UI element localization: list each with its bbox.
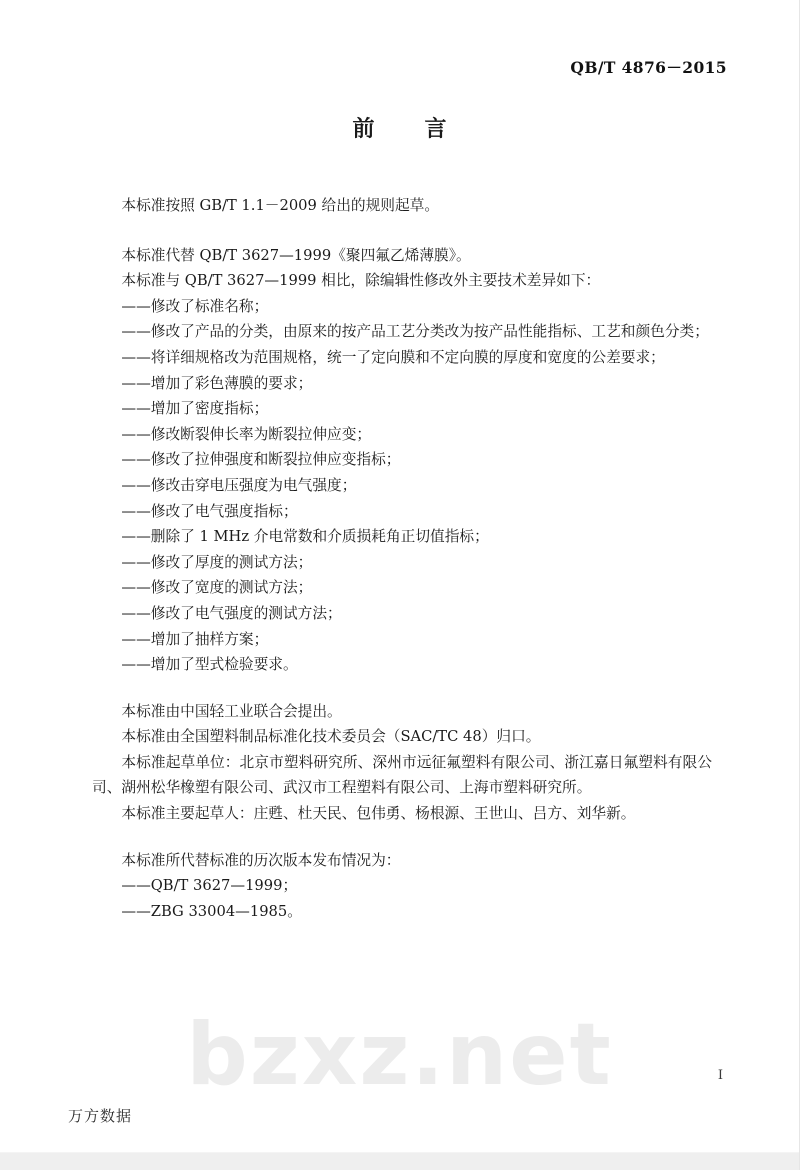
list-item: ——ZBG 33004—1985。 bbox=[121, 902, 302, 920]
list-item: ——增加了密度指标； bbox=[121, 400, 269, 418]
footer-brand: 万方数据 bbox=[68, 1107, 133, 1125]
paragraph-drafting-units: 本标准起草单位：北京市塑料研究所、深州市远征氟塑料有限公司、浙江嘉日氟塑料有限公司、湖州松华橡塑有限公司、武汉市工程塑料有限公司、上海市塑料研究所。 bbox=[92, 753, 712, 797]
running-header-standard-code: QB/T 4876－2015 bbox=[570, 58, 727, 77]
history-block bbox=[92, 848, 712, 925]
attribution-block bbox=[92, 699, 712, 827]
list-item: ——修改了标准名称； bbox=[121, 297, 269, 315]
spacer bbox=[92, 219, 712, 243]
spacer bbox=[92, 678, 712, 699]
list-item: ——QB/T 3627—1999； bbox=[121, 877, 298, 895]
list-item: ——修改了拉伸强度和断裂拉伸应变指标； bbox=[121, 451, 401, 469]
list-item: ——增加了抽样方案； bbox=[121, 630, 269, 648]
spacer bbox=[92, 827, 712, 848]
list-item: ——修改击穿电压强度为电气强度； bbox=[121, 476, 357, 494]
list-item: ——将详细规格改为范围规格，统一了定向膜和不定向膜的厚度和宽度的公差要求； bbox=[121, 348, 665, 366]
paragraph-proposed-by: 本标准由中国轻工业联合会提出。 bbox=[121, 702, 342, 720]
bottom-strip bbox=[0, 1152, 799, 1170]
list-item: ——修改了产品的分类，由原来的按产品工艺分类改为按产品性能指标、工艺和颜色分类； bbox=[121, 323, 709, 341]
paragraph-comparison-lead: 本标准与 QB/T 3627—1999 相比，除编辑性修改外主要技术差异如下： bbox=[121, 272, 601, 290]
page-title: 前 言 bbox=[352, 116, 461, 142]
list-item: ——删除了 1 MHz 介电常数和介质损耗角正切值指标； bbox=[121, 528, 489, 546]
document-body bbox=[92, 193, 712, 924]
list-item: ——修改了宽度的测试方法； bbox=[121, 579, 313, 597]
site-watermark: bzxz.net bbox=[186, 1005, 613, 1105]
paragraph-main-drafters: 本标准主要起草人：庄甦、杜天民、包伟勇、杨根源、王世山、吕方、刘华新。 bbox=[121, 805, 636, 823]
paragraph-replaces: 本标准代替 QB/T 3627—1999《聚四氟乙烯薄膜》。 bbox=[121, 246, 471, 264]
list-item: ——修改断裂伸长率为断裂拉伸应变； bbox=[121, 425, 372, 443]
list-item: ——修改了电气强度指标； bbox=[121, 502, 298, 520]
paragraph-managed-by: 本标准由全国塑料制品标准化技术委员会（SAC/TC 48）归口。 bbox=[121, 728, 541, 746]
paragraph-drafting-rule: 本标准按照 GB/T 1.1－2009 给出的规则起草。 bbox=[121, 197, 440, 214]
page-number: I bbox=[717, 1068, 723, 1083]
list-item: ——增加了彩色薄膜的要求； bbox=[121, 374, 313, 392]
paragraph-history-lead: 本标准所代替标准的历次版本发布情况为： bbox=[121, 851, 401, 869]
list-item: ——修改了厚度的测试方法； bbox=[121, 553, 313, 571]
list-item: ——修改了电气强度的测试方法； bbox=[121, 604, 342, 622]
changes-list bbox=[92, 294, 712, 678]
list-item: ——增加了型式检验要求。 bbox=[121, 656, 298, 674]
